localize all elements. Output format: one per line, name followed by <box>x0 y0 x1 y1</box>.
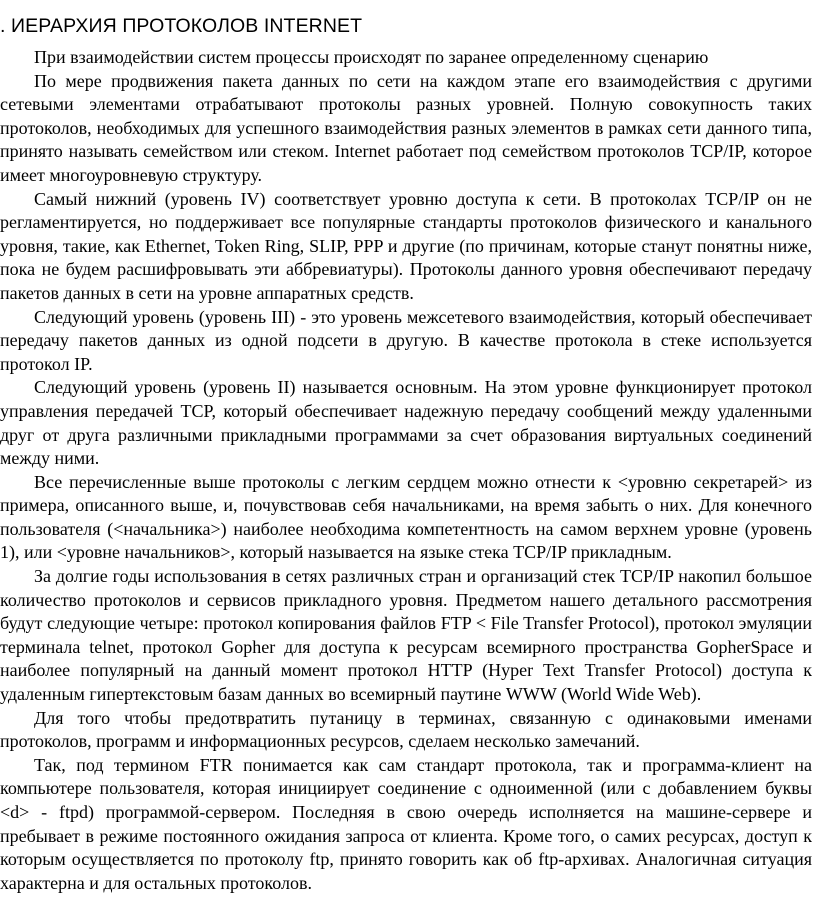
document-body <box>0 46 812 895</box>
paragraph-8: Для того чтобы предотвратить путаницу в терминах, связанную с одинаковыми именами протоколов, программ и информационных ресурсов, сделаем несколько замечаний. <box>0 707 812 752</box>
paragraph-2: По мере продвижения пакета данных по сети на каждом этапе его взаимодействия с другими сетевыми элементами отрабатывают протоколы разных уровней. Полную совокупность таких протоколов, необходимых для успешного взаимодействия разных элементов в рамках сети данного типа, принято называть семейством или стеком. Internet работает под семейством протоколов TCP/IP, которое имеет многоуровневую структуру. <box>0 70 812 185</box>
paragraph-9: Так, под термином FTR понимается как сам стандарт протокола, так и программа-клиент на компьютере пользователя, которая инициирует соединение с одноименной (или с добавлением буквы <d> - ftpd) программой-сервером. Последняя в свою очередь исполняется на машине-сервере и пребывает в режиме постоянного ожидания запроса от клиента. Кроме того, о самих ресурсах, доступ к которым осуществляется по протоколу ftp, принято говорить как об ftp-архивах. Аналогичная ситуация характерна и для остальных протоколов. <box>0 754 812 893</box>
paragraph-7: За долгие годы использования в сетях различных стран и организаций стек TCP/IP накопил большое количество протоколов и сервисов прикладного уровня. Предметом нашего детального рассмотрения будут следующие четыре: протокол копирования файлов FTP < File Transfer Protocol), протокол эмуляции терминала telnet, протокол Gopher для доступа к ресурсам всемирного пространства GopherSpace и наиболее популярный на данный момент протокол HTTP (Hyper Text Transfer Protocol) доступа к удаленным гипертекстовым базам данных во всемирный паутине WWW (World Wide Web). <box>0 566 812 705</box>
paragraph-3: Самый нижний (уровень IV) соответствует уровню доступа к сети. В протоколах TCP/IP он не регламентируется, но поддерживает все популярные стандарты протоколов физического и канального уровня, такие, как Ethernet, Token Ring, SLIP, PPP и другие (по причинам, которые станут понятны ниже, пока не будем расшифровывать эти аббревиатуры). Протоколы данного уровня обеспечивают передачу пакетов данных в сети на уровне аппаратных средств. <box>0 188 812 303</box>
document-title: . ИЕРАРХИЯ ПРОТОКОЛОВ INTERNET <box>0 15 363 37</box>
paragraph-5: Следующий уровень (уровень II) называется основным. На этом уровне функционирует протокол управления передачей TCP, который обеспечивает надежную передачу сообщений между удаленными друг от друга различными прикладными программами за счет образования виртуальных соединений между ними. <box>0 377 812 469</box>
paragraph-1: При взаимодействии систем процессы происходят по заранее определенному сценарию <box>34 47 709 67</box>
paragraph-4: Следующий уровень (уровень III) - это уровень межсетевого взаимодействия, который обеспечивает передачу пакетов данных из одной подсети в другую. В качестве протокола в стеке используется протокол IP. <box>0 306 812 374</box>
paragraph-6: Все перечисленные выше протоколы с легким сердцем можно отнести к <уровню секретарей> из примера, описанного выше, и, почувствовав себя начальниками, на время забыть о них. Для конечного пользователя (<начальника>) наиболее необходима компетентность на самом верхнем уровне (уровень 1), или <уровне начальников>, который называется на языке стека TCP/IP прикладным. <box>0 471 812 563</box>
